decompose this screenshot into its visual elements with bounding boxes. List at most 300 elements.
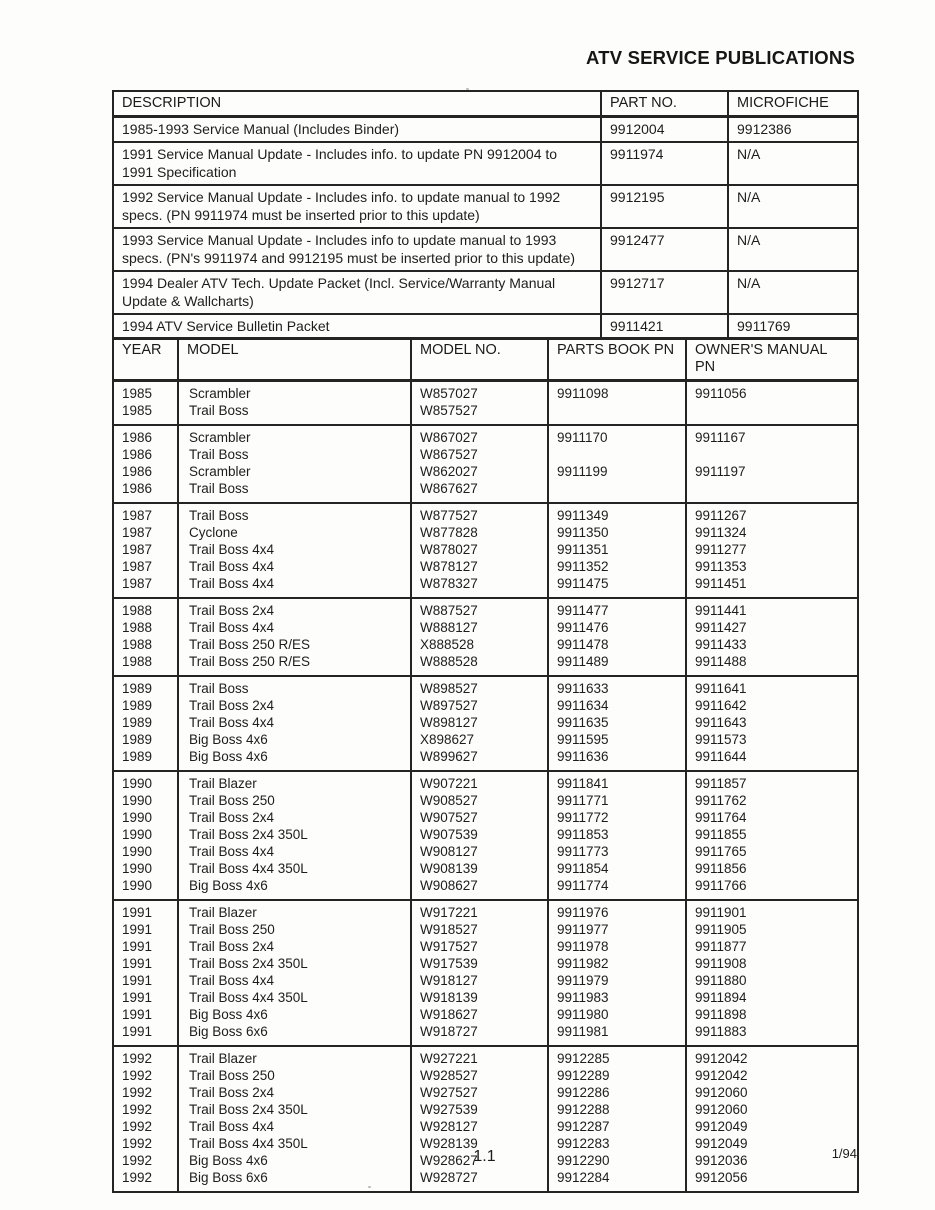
cell-parts-book-pn: 9912283 <box>548 1135 686 1152</box>
cell-model-no: X898627 <box>411 731 548 748</box>
cell-owners-manual-pn: 9911433 <box>686 636 858 653</box>
cell-parts-book-pn: 9911976 <box>548 900 686 921</box>
cell-model: Trail Boss 2x4 <box>178 697 411 714</box>
cell-description: 1994 ATV Service Bulletin Packet <box>113 314 601 339</box>
table-row <box>113 1084 858 1101</box>
table-row <box>113 809 858 826</box>
cell-model: Trail Boss <box>178 503 411 524</box>
cell-model-no: W927539 <box>411 1101 548 1118</box>
cell-model-no: W888528 <box>411 653 548 676</box>
page-footer <box>112 1148 857 1172</box>
cell-year: 1986 <box>113 446 178 463</box>
cell-owners-manual-pn: 9911894 <box>686 989 858 1006</box>
table-row <box>113 826 858 843</box>
cell-parts-book-pn: 9912287 <box>548 1118 686 1135</box>
table-row <box>113 653 858 676</box>
cell-parts-book-pn: 9911349 <box>548 503 686 524</box>
cell-model-no: W898527 <box>411 676 548 697</box>
cell-year: 1987 <box>113 558 178 575</box>
cell-model: Trail Boss 4x4 350L <box>178 1135 411 1152</box>
cell-parts-book-pn: 9911475 <box>548 575 686 598</box>
cell-parts-book-pn: 9911634 <box>548 697 686 714</box>
cell-owners-manual-pn: 9912042 <box>686 1046 858 1067</box>
table-row <box>113 771 858 792</box>
cell-year: 1986 <box>113 425 178 446</box>
cell-owners-manual-pn: 9911427 <box>686 619 858 636</box>
cell-model: Scrambler <box>178 463 411 480</box>
table-row <box>113 480 858 503</box>
cell-year: 1987 <box>113 503 178 524</box>
cell-year: 1987 <box>113 575 178 598</box>
table-row <box>113 1006 858 1023</box>
cell-owners-manual-pn: 9911488 <box>686 653 858 676</box>
column-header: MODEL <box>178 338 411 381</box>
cell-parts-book-pn: 9912289 <box>548 1067 686 1084</box>
table-row <box>113 938 858 955</box>
cell-model: Trail Boss 4x4 <box>178 1118 411 1135</box>
cell-parts-book-pn: 9911977 <box>548 921 686 938</box>
cell-model: Trail Boss 4x4 <box>178 541 411 558</box>
table-row <box>113 463 858 480</box>
cell-parts-book-pn: 9912284 <box>548 1169 686 1192</box>
model-year-group <box>113 676 858 771</box>
table-row <box>113 425 858 446</box>
models-table-header <box>113 338 858 381</box>
cell-parts-book-pn: 9912290 <box>548 1152 686 1169</box>
cell-year: 1990 <box>113 826 178 843</box>
cell-description: 1994 Dealer ATV Tech. Update Packet (Incl. Service/Warranty Manual Update & Wallcharts) <box>113 271 601 314</box>
cell-parts-book-pn: 9911772 <box>548 809 686 826</box>
cell-owners-manual-pn: 9911901 <box>686 900 858 921</box>
model-year-group <box>113 503 858 598</box>
cell-year: 1989 <box>113 676 178 697</box>
cell-parts-book-pn: 9911636 <box>548 748 686 771</box>
cell-model: Trail Boss 2x4 <box>178 938 411 955</box>
cell-model-no: W928127 <box>411 1118 548 1135</box>
cell-model: Big Boss 4x6 <box>178 731 411 748</box>
cell-year: 1990 <box>113 792 178 809</box>
cell-year: 1985 <box>113 402 178 425</box>
model-year-group <box>113 900 858 1046</box>
table-row <box>113 921 858 938</box>
cell-year: 1991 <box>113 989 178 1006</box>
cell-parts-book-pn: 9911478 <box>548 636 686 653</box>
cell-model: Trail Boss 2x4 350L <box>178 826 411 843</box>
cell-model: Big Boss 4x6 <box>178 1152 411 1169</box>
table-row <box>113 142 858 185</box>
cell-model-no: W917539 <box>411 955 548 972</box>
table-row <box>113 541 858 558</box>
cell-year: 1992 <box>113 1118 178 1135</box>
cell-model-no: W908627 <box>411 877 548 900</box>
cell-model-no: W867627 <box>411 480 548 503</box>
cell-year: 1987 <box>113 541 178 558</box>
cell-parts-book-pn: 9911170 <box>548 425 686 446</box>
cell-owners-manual-pn: 9911267 <box>686 503 858 524</box>
cell-parts-book-pn: 9911477 <box>548 598 686 619</box>
cell-year: 1992 <box>113 1067 178 1084</box>
cell-model-no: W857027 <box>411 381 548 403</box>
cell-owners-manual-pn: 9911277 <box>686 541 858 558</box>
cell-owners-manual-pn: 9911441 <box>686 598 858 619</box>
column-header: DESCRIPTION <box>113 91 601 117</box>
cell-model-no: W928727 <box>411 1169 548 1192</box>
cell-model: Trail Boss 4x4 <box>178 714 411 731</box>
cell-model: Trail Boss 2x4 <box>178 809 411 826</box>
table-row <box>113 575 858 598</box>
cell-model-no: W928527 <box>411 1067 548 1084</box>
cell-part-no: 9912477 <box>601 228 728 271</box>
cell-year: 1991 <box>113 921 178 938</box>
cell-year: 1987 <box>113 524 178 541</box>
cell-model: Trail Blazer <box>178 1046 411 1067</box>
cell-parts-book-pn: 9912286 <box>548 1084 686 1101</box>
column-header: PART NO. <box>601 91 728 117</box>
cell-model: Trail Blazer <box>178 900 411 921</box>
cell-parts-book-pn: 9911978 <box>548 938 686 955</box>
table-row <box>113 714 858 731</box>
cell-owners-manual-pn: 9912056 <box>686 1169 858 1192</box>
table-row <box>113 748 858 771</box>
cell-year: 1991 <box>113 1023 178 1046</box>
table-row <box>113 676 858 697</box>
cell-parts-book-pn: 9911983 <box>548 989 686 1006</box>
cell-model: Big Boss 6x6 <box>178 1169 411 1192</box>
cell-model: Cyclone <box>178 524 411 541</box>
cell-parts-book-pn: 9911853 <box>548 826 686 843</box>
cell-owners-manual-pn: 9911855 <box>686 826 858 843</box>
table-row <box>113 955 858 972</box>
cell-model-no: W898127 <box>411 714 548 731</box>
cell-year: 1990 <box>113 877 178 900</box>
cell-model: Trail Boss 250 <box>178 1067 411 1084</box>
column-header: MODEL NO. <box>411 338 548 381</box>
cell-model-no: W878127 <box>411 558 548 575</box>
models-table <box>112 337 859 1193</box>
cell-parts-book-pn: 9911635 <box>548 714 686 731</box>
table-row <box>113 697 858 714</box>
cell-year: 1992 <box>113 1046 178 1067</box>
cell-model: Trail Boss 250 <box>178 921 411 938</box>
cell-owners-manual-pn: 9911898 <box>686 1006 858 1023</box>
table-row <box>113 314 858 339</box>
page-title: ATV SERVICE PUBLICATIONS <box>586 47 855 68</box>
cell-parts-book-pn: 9911841 <box>548 771 686 792</box>
cell-model-no: W862027 <box>411 463 548 480</box>
cell-year: 1989 <box>113 697 178 714</box>
cell-owners-manual-pn: 9911451 <box>686 575 858 598</box>
service-publications-table <box>112 90 859 340</box>
cell-model-no: W877828 <box>411 524 548 541</box>
cell-model-no: W927221 <box>411 1046 548 1067</box>
cell-model-no: W897527 <box>411 697 548 714</box>
cell-model: Trail Boss 4x4 350L <box>178 860 411 877</box>
cell-model-no: W877527 <box>411 503 548 524</box>
cell-microfiche: N/A <box>728 271 858 314</box>
table-row <box>113 381 858 403</box>
cell-owners-manual-pn <box>686 402 858 425</box>
table-row <box>113 792 858 809</box>
cell-model-no: W887527 <box>411 598 548 619</box>
cell-model: Big Boss 4x6 <box>178 1006 411 1023</box>
cell-microfiche: N/A <box>728 185 858 228</box>
cell-model: Trail Boss <box>178 480 411 503</box>
cell-model: Big Boss 4x6 <box>178 748 411 771</box>
cell-year: 1991 <box>113 938 178 955</box>
cell-parts-book-pn: 9911773 <box>548 843 686 860</box>
cell-parts-book-pn: 9911854 <box>548 860 686 877</box>
cell-model: Scrambler <box>178 381 411 403</box>
cell-year: 1992 <box>113 1135 178 1152</box>
cell-year: 1986 <box>113 463 178 480</box>
cell-year: 1985 <box>113 381 178 403</box>
cell-owners-manual-pn: 9911856 <box>686 860 858 877</box>
cell-model: Trail Boss 250 R/ES <box>178 636 411 653</box>
cell-model-no: W917221 <box>411 900 548 921</box>
cell-year: 1988 <box>113 636 178 653</box>
cell-year: 1992 <box>113 1084 178 1101</box>
cell-microfiche: 9912386 <box>728 117 858 143</box>
cell-model-no: W918727 <box>411 1023 548 1046</box>
table-row <box>113 446 858 463</box>
cell-owners-manual-pn: 9911905 <box>686 921 858 938</box>
cell-owners-manual-pn <box>686 480 858 503</box>
cell-parts-book-pn <box>548 446 686 463</box>
header-row <box>113 338 858 381</box>
cell-owners-manual-pn: 9911642 <box>686 697 858 714</box>
cell-year: 1991 <box>113 900 178 921</box>
cell-model-no: W907527 <box>411 809 548 826</box>
cell-model: Trail Blazer <box>178 771 411 792</box>
publications-table-header <box>113 91 858 117</box>
table-row <box>113 860 858 877</box>
model-year-group <box>113 771 858 900</box>
cell-parts-book-pn: 9911489 <box>548 653 686 676</box>
cell-year: 1989 <box>113 731 178 748</box>
cell-model-no: W928627 <box>411 1152 548 1169</box>
cell-model-no: W908139 <box>411 860 548 877</box>
cell-owners-manual-pn: 9912060 <box>686 1101 858 1118</box>
revision-date: 1/94 <box>831 1146 857 1161</box>
cell-parts-book-pn <box>548 402 686 425</box>
cell-parts-book-pn <box>548 480 686 503</box>
cell-parts-book-pn: 9911199 <box>548 463 686 480</box>
table-row <box>113 503 858 524</box>
cell-owners-manual-pn: 9911762 <box>686 792 858 809</box>
cell-parts-book-pn: 9911098 <box>548 381 686 403</box>
publications-table-body <box>113 117 858 340</box>
cell-model: Scrambler <box>178 425 411 446</box>
cell-model: Trail Boss <box>178 676 411 697</box>
cell-parts-book-pn: 9911981 <box>548 1023 686 1046</box>
scan-speck <box>466 88 469 90</box>
cell-description: 1993 Service Manual Update - Includes info to update manual to 1993 specs. (PN's 9911974 and 9912195 must be inserted prior to this update) <box>113 228 601 271</box>
table-row <box>113 558 858 575</box>
cell-model: Trail Boss 2x4 <box>178 1084 411 1101</box>
table-row <box>113 117 858 143</box>
model-year-group <box>113 598 858 676</box>
table-row <box>113 1118 858 1135</box>
cell-model-no: W908527 <box>411 792 548 809</box>
cell-owners-manual-pn: 9911324 <box>686 524 858 541</box>
table-row <box>113 1046 858 1067</box>
cell-owners-manual-pn: 9912060 <box>686 1084 858 1101</box>
cell-model-no: W917527 <box>411 938 548 955</box>
cell-owners-manual-pn: 9911766 <box>686 877 858 900</box>
cell-owners-manual-pn: 9912049 <box>686 1118 858 1135</box>
cell-model-no: W867027 <box>411 425 548 446</box>
cell-year: 1990 <box>113 860 178 877</box>
cell-model: Big Boss 4x6 <box>178 877 411 900</box>
cell-year: 1990 <box>113 843 178 860</box>
model-year-group <box>113 425 858 503</box>
cell-owners-manual-pn: 9911641 <box>686 676 858 697</box>
cell-model: Trail Boss 2x4 350L <box>178 1101 411 1118</box>
cell-model-no: W907221 <box>411 771 548 792</box>
cell-year: 1988 <box>113 619 178 636</box>
cell-model: Big Boss 6x6 <box>178 1023 411 1046</box>
cell-model: Trail Boss <box>178 446 411 463</box>
cell-owners-manual-pn: 9911573 <box>686 731 858 748</box>
cell-year: 1986 <box>113 480 178 503</box>
cell-parts-book-pn: 9911633 <box>548 676 686 697</box>
cell-year: 1992 <box>113 1101 178 1118</box>
table-row <box>113 598 858 619</box>
cell-part-no: 9912004 <box>601 117 728 143</box>
model-year-group <box>113 381 858 426</box>
cell-description: 1985-1993 Service Manual (Includes Binder) <box>113 117 601 143</box>
cell-owners-manual-pn: 9912042 <box>686 1067 858 1084</box>
table-row <box>113 402 858 425</box>
cell-owners-manual-pn: 9911764 <box>686 809 858 826</box>
cell-owners-manual-pn: 9911880 <box>686 972 858 989</box>
cell-microfiche: N/A <box>728 228 858 271</box>
table-row <box>113 989 858 1006</box>
cell-model: Trail Boss 250 <box>178 792 411 809</box>
column-header: OWNER'S MANUAL PN <box>686 338 858 381</box>
cell-year: 1988 <box>113 653 178 676</box>
cell-description: 1992 Service Manual Update - Includes info. to update manual to 1992 specs. (PN 9911974 must be inserted prior to this update) <box>113 185 601 228</box>
cell-year: 1991 <box>113 972 178 989</box>
column-header: YEAR <box>113 338 178 381</box>
table-row <box>113 1101 858 1118</box>
table-row <box>113 524 858 541</box>
header-row <box>113 91 858 117</box>
cell-year: 1992 <box>113 1169 178 1192</box>
cell-model: Trail Boss 4x4 <box>178 558 411 575</box>
cell-model: Trail Boss 4x4 <box>178 972 411 989</box>
cell-year: 1990 <box>113 771 178 792</box>
cell-parts-book-pn: 9911774 <box>548 877 686 900</box>
cell-owners-manual-pn: 9911883 <box>686 1023 858 1046</box>
cell-model: Trail Boss 4x4 350L <box>178 989 411 1006</box>
cell-model: Trail Boss 4x4 <box>178 619 411 636</box>
cell-model: Trail Boss 2x4 350L <box>178 955 411 972</box>
table-row <box>113 636 858 653</box>
cell-parts-book-pn: 9911351 <box>548 541 686 558</box>
cell-model-no: W888127 <box>411 619 548 636</box>
cell-microfiche: N/A <box>728 142 858 185</box>
cell-year: 1992 <box>113 1152 178 1169</box>
table-row <box>113 843 858 860</box>
cell-model-no: W918627 <box>411 1006 548 1023</box>
cell-model: Trail Boss 4x4 <box>178 843 411 860</box>
cell-model-no: W908127 <box>411 843 548 860</box>
cell-parts-book-pn: 9911350 <box>548 524 686 541</box>
cell-part-no: 9911421 <box>601 314 728 339</box>
cell-model-no: W928139 <box>411 1135 548 1152</box>
cell-owners-manual-pn: 9911167 <box>686 425 858 446</box>
cell-model: Trail Boss 250 R/ES <box>178 653 411 676</box>
page-number: 1.1 <box>473 1148 496 1165</box>
cell-parts-book-pn: 9911595 <box>548 731 686 748</box>
cell-owners-manual-pn: 9912036 <box>686 1152 858 1169</box>
cell-owners-manual-pn: 9911857 <box>686 771 858 792</box>
scan-speck <box>368 1186 371 1188</box>
cell-model: Trail Boss 2x4 <box>178 598 411 619</box>
cell-model-no: W878027 <box>411 541 548 558</box>
cell-model-no: W918127 <box>411 972 548 989</box>
cell-parts-book-pn: 9912285 <box>548 1046 686 1067</box>
table-row <box>113 877 858 900</box>
cell-owners-manual-pn <box>686 446 858 463</box>
table-row <box>113 972 858 989</box>
cell-model-no: X888528 <box>411 636 548 653</box>
table-row <box>113 1169 858 1192</box>
cell-parts-book-pn: 9911980 <box>548 1006 686 1023</box>
table-row <box>113 1067 858 1084</box>
table-row <box>113 619 858 636</box>
cell-owners-manual-pn: 9911056 <box>686 381 858 403</box>
cell-part-no: 9912717 <box>601 271 728 314</box>
cell-model-no: W918139 <box>411 989 548 1006</box>
cell-owners-manual-pn: 9911353 <box>686 558 858 575</box>
table-row <box>113 900 858 921</box>
cell-parts-book-pn: 9911979 <box>548 972 686 989</box>
cell-owners-manual-pn: 9911644 <box>686 748 858 771</box>
cell-parts-book-pn: 9911476 <box>548 619 686 636</box>
cell-owners-manual-pn: 9911643 <box>686 714 858 731</box>
cell-parts-book-pn: 9911352 <box>548 558 686 575</box>
cell-model-no: W899627 <box>411 748 548 771</box>
cell-model-no: W918527 <box>411 921 548 938</box>
table-row <box>113 1023 858 1046</box>
cell-owners-manual-pn: 9911877 <box>686 938 858 955</box>
cell-owners-manual-pn: 9912049 <box>686 1135 858 1152</box>
cell-model: Trail Boss 4x4 <box>178 575 411 598</box>
cell-year: 1991 <box>113 955 178 972</box>
cell-model-no: W927527 <box>411 1084 548 1101</box>
table-row <box>113 731 858 748</box>
cell-year: 1989 <box>113 748 178 771</box>
column-header: MICROFICHE <box>728 91 858 117</box>
cell-owners-manual-pn: 9911908 <box>686 955 858 972</box>
cell-year: 1989 <box>113 714 178 731</box>
cell-model-no: W907539 <box>411 826 548 843</box>
table-row <box>113 271 858 314</box>
table-row <box>113 185 858 228</box>
cell-owners-manual-pn: 9911765 <box>686 843 858 860</box>
cell-model-no: W867527 <box>411 446 548 463</box>
cell-description: 1991 Service Manual Update - Includes info. to update PN 9912004 to 1991 Specification <box>113 142 601 185</box>
cell-year: 1988 <box>113 598 178 619</box>
cell-parts-book-pn: 9911982 <box>548 955 686 972</box>
cell-part-no: 9911974 <box>601 142 728 185</box>
cell-parts-book-pn: 9912288 <box>548 1101 686 1118</box>
table-row <box>113 228 858 271</box>
cell-model-no: W857527 <box>411 402 548 425</box>
cell-model-no: W878327 <box>411 575 548 598</box>
